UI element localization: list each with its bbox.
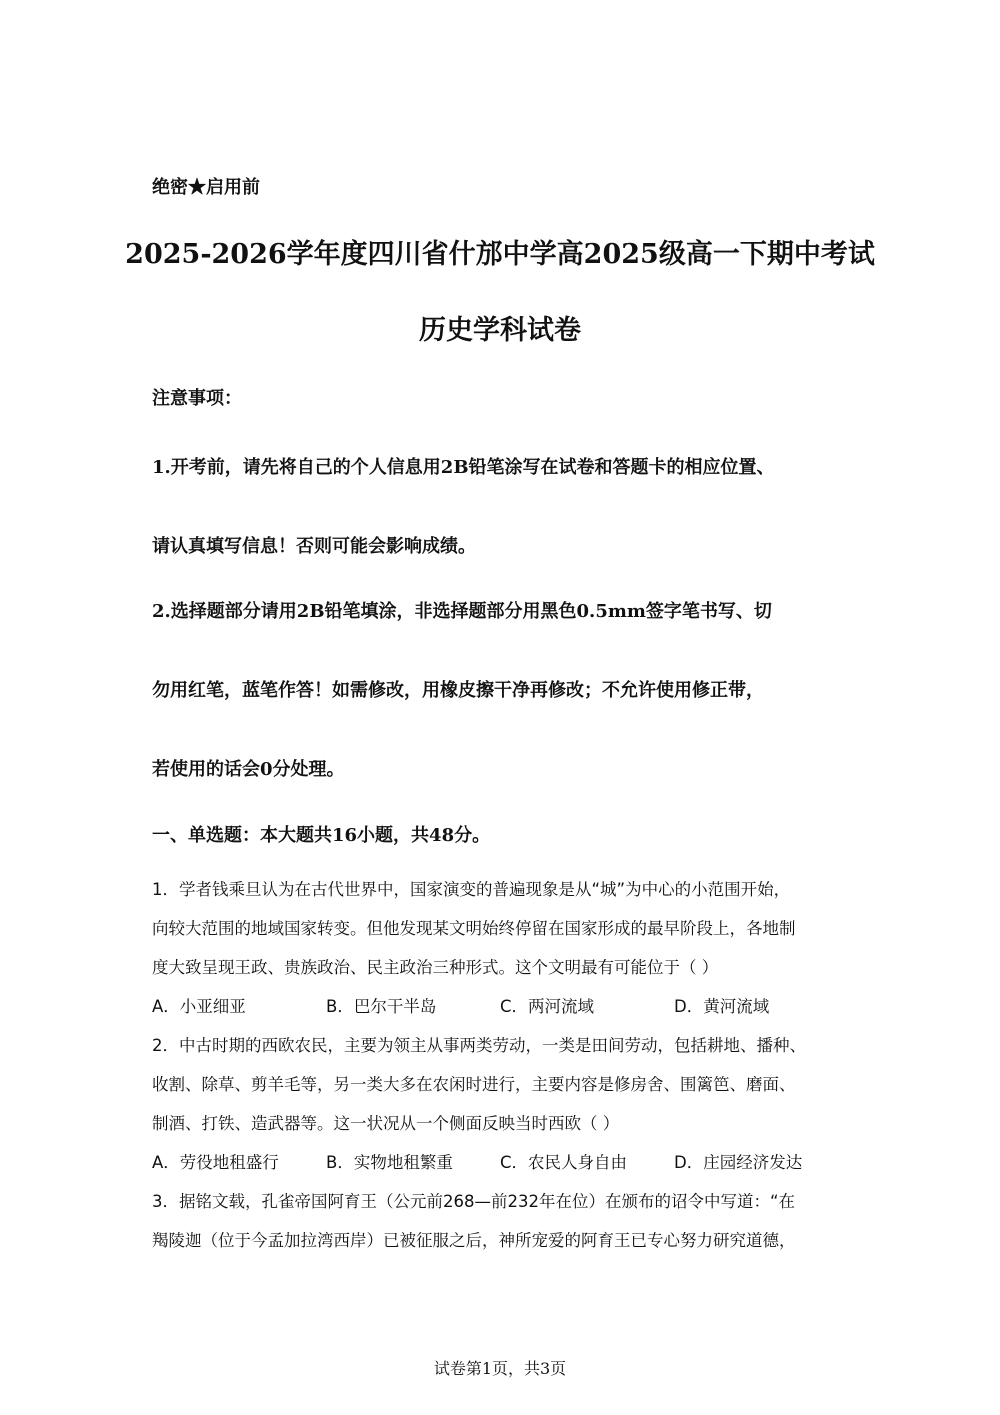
- page-footer: 试卷第1页，共3页: [433, 1359, 567, 1378]
- option-c: C．两河流域: [500, 997, 595, 1016]
- question-3-line: 3．据铭文载，孔雀帝国阿育王（公元前268—前232年在位）在颁布的诏令中写道：“在: [152, 1192, 796, 1211]
- question-2-line: 2．中古时期的西欧农民，主要为领主从事两类劳动，一类是田间劳动，包括耕地、播种、: [152, 1036, 806, 1055]
- secret-label: 绝密★启用前: [152, 177, 260, 198]
- notice-line: 2.选择题部分请用2B铅笔填涂，非选择题部分用黑色0.5mm签字笔书写、切: [152, 601, 772, 622]
- option-a: A．小亚细亚: [152, 997, 246, 1016]
- question-2-line: 收割、除草、剪羊毛等，另一类大多在农闲时进行，主要内容是修房舍、围篱笆、磨面、: [152, 1075, 796, 1094]
- option-a: A．劳役地租盛行: [152, 1153, 279, 1172]
- notice-line: 勿用红笔，蓝笔作答！如需修改，用橡皮擦干净再修改；不允许使用修正带，: [152, 680, 764, 701]
- question-1-line: 1．学者钱乘旦认为在古代世界中，国家演变的普遍现象是从“城”为中心的小范围开始，: [152, 880, 791, 899]
- exam-subtitle: 历史学科试卷: [419, 315, 581, 346]
- option-b: B．巴尔干半岛: [326, 997, 437, 1016]
- notice-line: 1.开考前，请先将自己的个人信息用2B铅笔涂写在试卷和答题卡的相应位置、: [152, 457, 775, 478]
- option-c: C．农民人身自由: [500, 1153, 628, 1172]
- notice-heading: 注意事项：: [152, 388, 242, 409]
- question-2-line: 制酒、打铁、造武器等。这一状况从一个侧面反映当时西欧（ ）: [152, 1114, 620, 1133]
- option-b: B．实物地租繁重: [326, 1153, 453, 1172]
- question-1-line: 向较大范围的地域国家转变。但他发现某文明始终停留在国家形成的最早阶段上，各地制: [152, 919, 796, 938]
- section-heading: 一、单选题：本大题共16小题，共48分。: [152, 825, 491, 846]
- notice-line: 若使用的话会0分处理。: [152, 759, 345, 780]
- exam-title: 2025-2026学年度四川省什邡中学高2025级高一下期中考试: [125, 239, 875, 270]
- option-d: D．庄园经济发达: [674, 1153, 803, 1172]
- notice-line: 请认真填写信息！否则可能会影响成绩。: [152, 536, 476, 557]
- option-d: D．黄河流域: [674, 997, 770, 1016]
- question-3-line: 羯陵迦（位于今孟加拉湾西岸）已被征服之后，神所宠爱的阿育王已专心努力研究道德，: [152, 1231, 796, 1250]
- question-1-line: 度大致呈现王政、贵族政治、民主政治三种形式。这个文明最有可能位于（ ）: [152, 958, 719, 977]
